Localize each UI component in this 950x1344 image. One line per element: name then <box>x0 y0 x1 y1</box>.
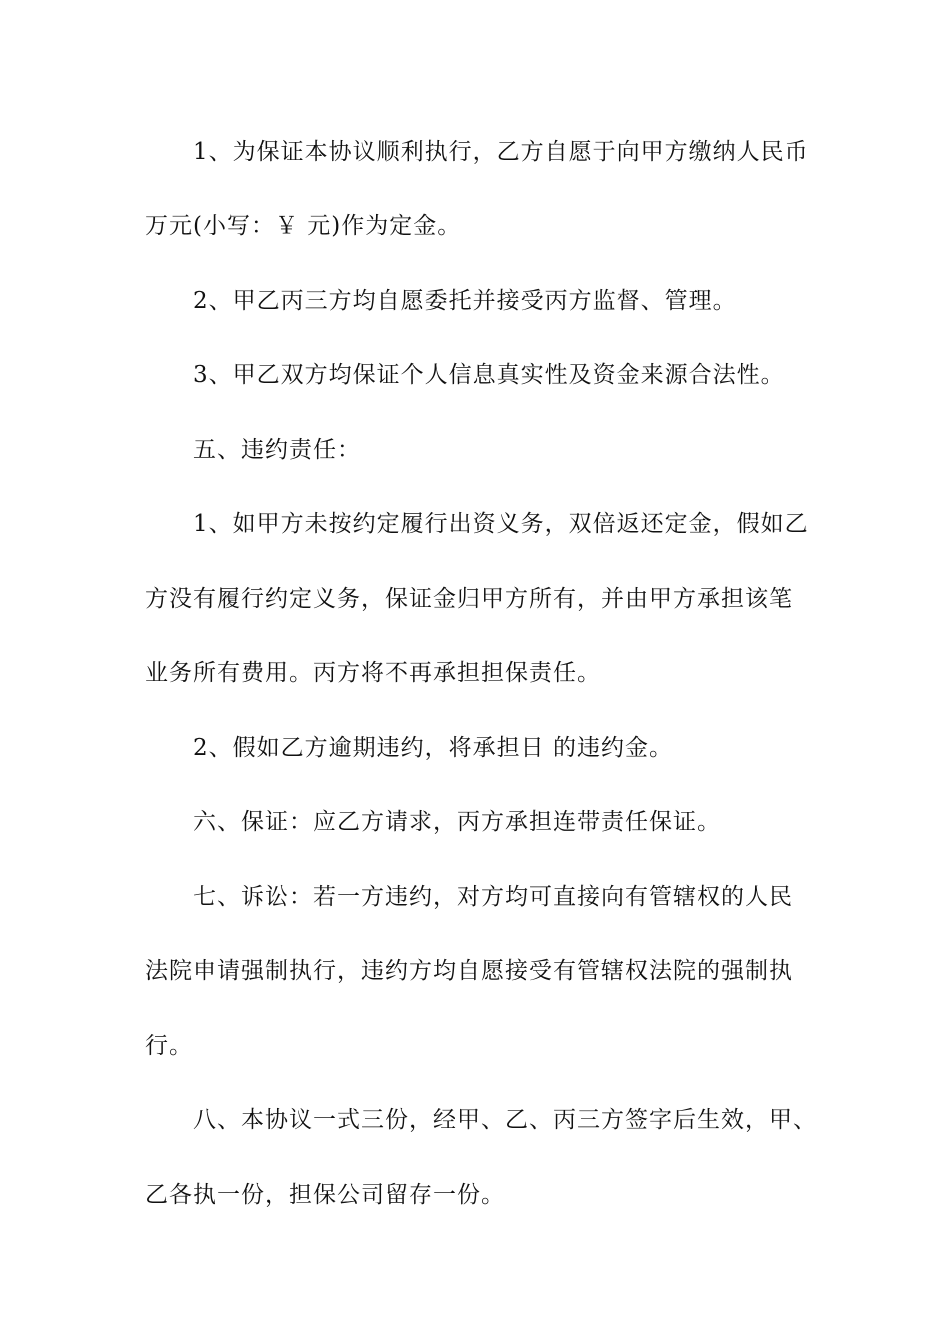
clause-2-line: 2、甲乙丙三方均自愿委托并接受丙方监督、管理。 <box>193 288 737 314</box>
section-heading-breach: 五、违约责任： <box>193 437 361 463</box>
clause-1-line-1: 1、为保证本协议顺利执行，乙方自愿于向甲方缴纳人民币 <box>193 139 809 165</box>
section-litigation-line-2: 法院申请强制执行，违约方均自愿接受有管辖权法院的强制执 <box>145 958 793 984</box>
breach-1-line-2: 方没有履行约定义务，保证金归甲方所有，并由甲方承担该笔 <box>145 586 793 612</box>
breach-1-line-1: 1、如甲方未按约定履行出资义务，双倍返还定金，假如乙 <box>193 511 809 537</box>
section-copies-line-2: 乙各执一份，担保公司留存一份。 <box>145 1182 505 1208</box>
breach-2-line: 2、假如乙方逾期违约，将承担日 的违约金。 <box>193 735 673 761</box>
section-litigation-line-1: 七、诉讼：若一方违约，对方均可直接向有管辖权的人民 <box>193 884 793 910</box>
clause-1-line-2: 万元(小写：￥ 元)作为定金。 <box>145 213 462 239</box>
section-guarantee-line: 六、保证：应乙方请求，丙方承担连带责任保证。 <box>193 809 721 835</box>
section-litigation-line-3: 行。 <box>145 1033 193 1059</box>
clause-3-line: 3、甲乙双方均保证个人信息真实性及资金来源合法性。 <box>193 362 785 388</box>
breach-1-line-3: 业务所有费用。丙方将不再承担担保责任。 <box>145 660 601 686</box>
section-copies-line-1: 八、本协议一式三份，经甲、乙、丙三方签字后生效，甲、 <box>193 1107 817 1133</box>
